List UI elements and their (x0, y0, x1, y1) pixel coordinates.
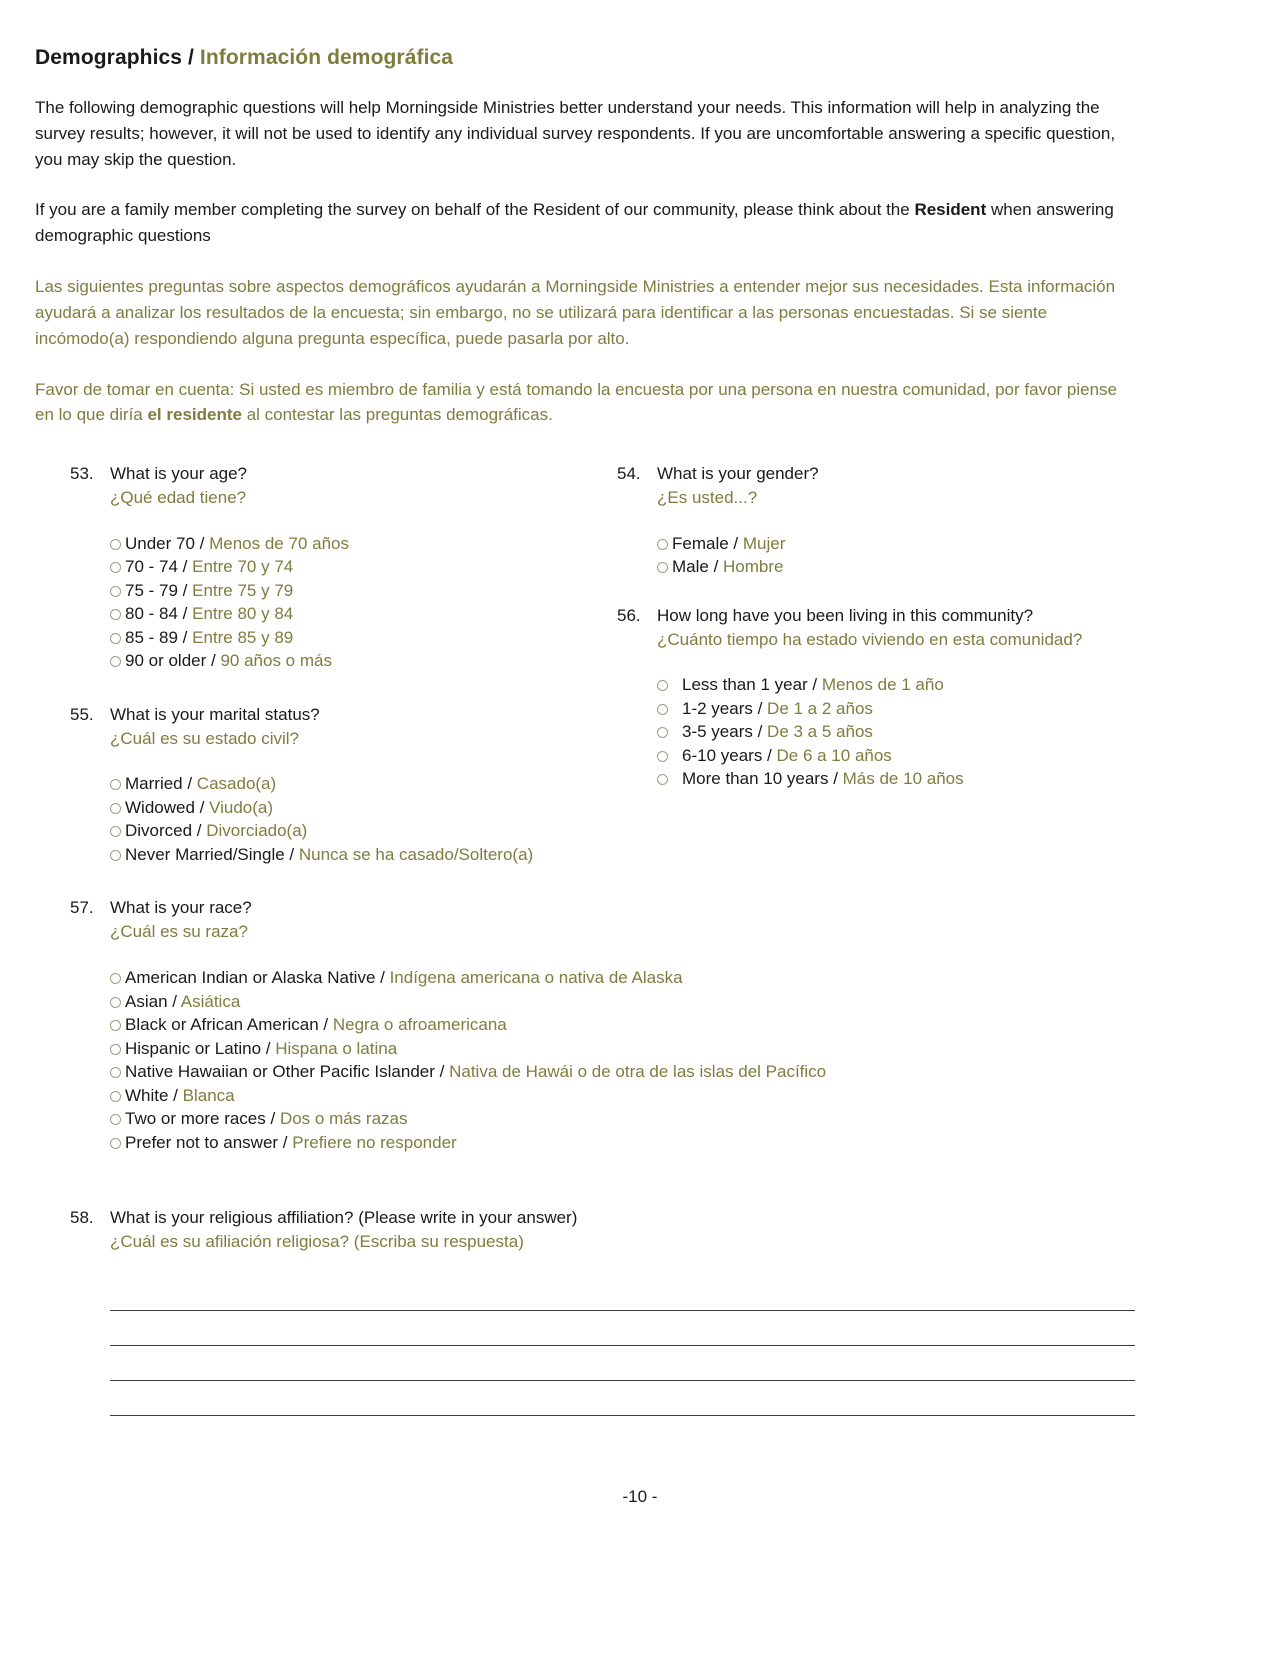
question-53-number: 53. (70, 464, 94, 484)
write-in-line-4[interactable] (110, 1381, 1135, 1416)
option-label-en: Native Hawaiian or Other Pacific Islander / (125, 1062, 450, 1082)
question-58 (70, 1206, 1125, 1254)
question-57-text-es: ¿Cuál es su raza? (110, 922, 248, 942)
radio-option-two-or-more-races[interactable] (110, 1107, 1125, 1131)
option-label-es: Entre 85 y 89 (192, 627, 294, 647)
option-label-en: 90 or older / (125, 651, 221, 671)
option-label-en: Less than 1 year / (682, 675, 822, 695)
radio-button-icon[interactable] (110, 539, 121, 550)
question-55-text-es: ¿Cuál es su estado civil? (110, 728, 299, 748)
option-label-en: Divorced / (125, 821, 207, 841)
option-label-es: Entre 75 y 79 (192, 580, 294, 600)
option-label-en: More than 10 years / (682, 769, 843, 789)
question-57 (70, 896, 1125, 1154)
radio-button-icon[interactable] (110, 656, 121, 667)
option-label-en: American Indian or Alaska Native / (125, 968, 390, 988)
option-label-en: 3-5 years / (682, 722, 768, 742)
option-label-es: Divorciado(a) (206, 821, 308, 841)
radio-button-icon[interactable] (110, 609, 121, 620)
question-56-options (657, 673, 1177, 791)
write-in-line-3[interactable] (110, 1346, 1135, 1381)
option-label-es: Nativa de Hawái o de otra de las islas del Pacífico (449, 1062, 827, 1082)
radio-option-3-5-years[interactable] (657, 720, 1177, 744)
radio-option-never-married[interactable] (110, 843, 1125, 867)
radio-option-1-2-years[interactable] (657, 697, 1177, 721)
option-label-es: Prefiere no responder (292, 1132, 457, 1152)
question-54-number: 54. (617, 464, 641, 484)
question-56-text-es: ¿Cuánto tiempo ha estado viviendo en esta comunidad? (657, 629, 1083, 649)
option-label-es: Blanca (182, 1085, 235, 1105)
option-label-es: Entre 80 y 84 (192, 604, 294, 624)
option-label-es: De 6 a 10 años (776, 745, 892, 765)
option-label-en: Asian / (125, 991, 181, 1011)
option-label-es: Entre 70 y 74 (192, 557, 294, 577)
question-57-options (110, 966, 1125, 1154)
option-label-en: 80 - 84 / (125, 604, 193, 624)
question-55-text-en: What is your marital status? (110, 704, 320, 724)
intro-p2-pre: If you are a family member completing the survey on behalf of the Resident of our community, please think about the (35, 200, 915, 220)
option-label-en: 6-10 years / (682, 745, 777, 765)
question-54-text-es: ¿Es usted...? (657, 488, 758, 508)
radio-button-icon[interactable] (110, 826, 121, 837)
option-label-en: Prefer not to answer / (125, 1132, 293, 1152)
radio-button-icon[interactable] (657, 704, 668, 715)
radio-button-icon[interactable] (110, 779, 121, 790)
option-label-en: Married / (125, 774, 197, 794)
radio-button-icon[interactable] (657, 680, 668, 691)
radio-button-icon[interactable] (110, 586, 121, 597)
intro-p4-bold: el residente (147, 405, 242, 425)
option-label-en: Widowed / (125, 797, 210, 817)
option-label-en: White / (125, 1085, 183, 1105)
option-label-en: Under 70 / (125, 533, 210, 553)
option-label-es: Asiática (180, 991, 241, 1011)
question-53-text-en: What is your age? (110, 464, 248, 484)
option-label-es: Menos de 1 año (821, 675, 944, 695)
radio-option-more-than-10-years[interactable] (657, 767, 1177, 791)
question-56-number: 56. (617, 605, 641, 625)
option-label-en: 85 - 89 / (125, 627, 193, 647)
option-label-es: Negra o afroamericana (332, 1015, 507, 1035)
radio-button-icon[interactable] (110, 803, 121, 814)
question-58-number: 58. (70, 1208, 94, 1228)
option-label-es: Mujer (742, 533, 786, 553)
question-55-number: 55. (70, 704, 94, 724)
option-label-es: Menos de 70 años (209, 533, 349, 553)
radio-option-less-than-1-year[interactable] (657, 673, 1177, 697)
radio-button-icon[interactable] (110, 1067, 121, 1078)
question-54-text-en: What is your gender? (657, 464, 819, 484)
radio-option-6-10-years[interactable] (657, 744, 1177, 768)
radio-option-divorced[interactable] (110, 819, 1125, 843)
option-label-es: Dos o más razas (279, 1109, 408, 1129)
radio-option-asian[interactable] (110, 990, 1125, 1014)
question-56 (617, 604, 1177, 791)
option-label-en: Black or African American / (125, 1015, 333, 1035)
question-53-text-es: ¿Qué edad tiene? (110, 488, 247, 508)
option-label-es: Hispana o latina (275, 1038, 398, 1058)
radio-button-icon[interactable] (110, 1114, 121, 1125)
write-in-line-1[interactable] (110, 1276, 1135, 1311)
option-label-es: Indígena americana o nativa de Alaska (389, 968, 683, 988)
write-in-line-2[interactable] (110, 1311, 1135, 1346)
right-column (617, 462, 1177, 791)
question-54 (617, 462, 1177, 579)
write-in-answer-area (110, 1276, 1135, 1416)
option-label-es: 90 años o más (220, 651, 332, 671)
option-label-en: Two or more races / (125, 1109, 280, 1129)
radio-option-male[interactable] (657, 555, 1177, 579)
intro-paragraph-en-2 (35, 197, 1125, 249)
radio-button-icon[interactable] (110, 633, 121, 644)
questions-area (35, 462, 1125, 1415)
page-title-en: Demographics / (35, 46, 200, 69)
option-label-en: 70 - 74 / (125, 557, 193, 577)
option-label-en: 75 - 79 / (125, 580, 193, 600)
intro-p2-post: when answering demographic questions (35, 200, 1114, 246)
intro-paragraph-es-1: Las siguientes preguntas sobre aspectos demográficos ayudarán a Morningside Ministries a entender mejor sus necesidades. Esta información ayudará a analizar los resultados de la encuesta; sin embargo, no se utilizará para identificar a las personas encuestadas. Si se siente incómodo(a) respondiendo alguna pregunta específica, puede pasarla por alto. (35, 277, 1116, 348)
intro-paragraph-es-2 (35, 377, 1125, 429)
question-58-text-en: What is your religious affiliation? (Please write in your answer) (110, 1208, 578, 1228)
page-number: -10 - (622, 1487, 658, 1506)
radio-option-widowed[interactable] (110, 796, 1125, 820)
radio-option-american-indian[interactable] (110, 966, 1125, 990)
question-58-text-es: ¿Cuál es su afiliación religiosa? (Escriba su respuesta) (110, 1231, 524, 1251)
question-57-number: 57. (70, 898, 94, 918)
page-title (35, 46, 1125, 70)
option-label-es: Hombre (723, 557, 784, 577)
option-label-es: Viudo(a) (209, 797, 274, 817)
radio-option-female[interactable] (657, 532, 1177, 556)
option-label-en: 1-2 years / (682, 698, 768, 718)
option-label-es: De 1 a 2 años (767, 698, 873, 718)
radio-button-icon[interactable] (110, 973, 121, 984)
question-56-text-en: How long have you been living in this community? (657, 605, 1034, 625)
option-label-en: Male / (672, 557, 724, 577)
option-label-es: Casado(a) (196, 774, 277, 794)
option-label-en: Female / (672, 533, 743, 553)
radio-button-icon[interactable] (110, 1020, 121, 1031)
page-title-es: Información demográfica (199, 46, 454, 69)
option-label-en: Never Married/Single / (125, 844, 299, 864)
radio-button-icon[interactable] (110, 1091, 121, 1102)
radio-option-prefer-not-to-answer[interactable] (110, 1131, 1125, 1155)
option-label-es: Más de 10 años (842, 769, 964, 789)
intro-p4-post: al contestar las preguntas demográficas. (241, 405, 553, 425)
intro-p4-pre: Favor de tomar en cuenta: Si usted es miembro de familia y está tomando la encuesta por una persona en nuestra comunidad, por favor piense en lo que diría (35, 379, 1118, 425)
radio-button-icon[interactable] (110, 562, 121, 573)
intro-p2-bold: Resident (914, 200, 987, 220)
radio-button-icon[interactable] (657, 774, 668, 785)
radio-button-icon[interactable] (110, 997, 121, 1008)
radio-option-white[interactable] (110, 1084, 1125, 1108)
radio-button-icon[interactable] (110, 850, 121, 861)
radio-option-black-african-american[interactable] (110, 1013, 1125, 1037)
radio-option-native-hawaiian[interactable] (110, 1060, 1125, 1084)
radio-button-icon[interactable] (110, 1044, 121, 1055)
radio-button-icon[interactable] (657, 751, 668, 762)
option-label-es: De 3 a 5 años (767, 722, 873, 742)
radio-button-icon[interactable] (657, 539, 668, 550)
intro-paragraph-en-1: The following demographic questions will help Morningside Ministries better understand your needs. This information will help in analyzing the survey results; however, it will not be used to identify any individual survey respondents. If you are uncomfortable answering a specific question, you may skip the question. (35, 98, 1116, 169)
question-57-text-en: What is your race? (110, 898, 252, 918)
radio-button-icon[interactable] (657, 562, 668, 573)
radio-button-icon[interactable] (657, 727, 668, 738)
option-label-es: Nunca se ha casado/Soltero(a) (298, 844, 534, 864)
radio-button-icon[interactable] (110, 1138, 121, 1149)
radio-option-hispanic-latino[interactable] (110, 1037, 1125, 1061)
question-54-options (657, 532, 1177, 579)
option-label-en: Hispanic or Latino / (125, 1038, 276, 1058)
